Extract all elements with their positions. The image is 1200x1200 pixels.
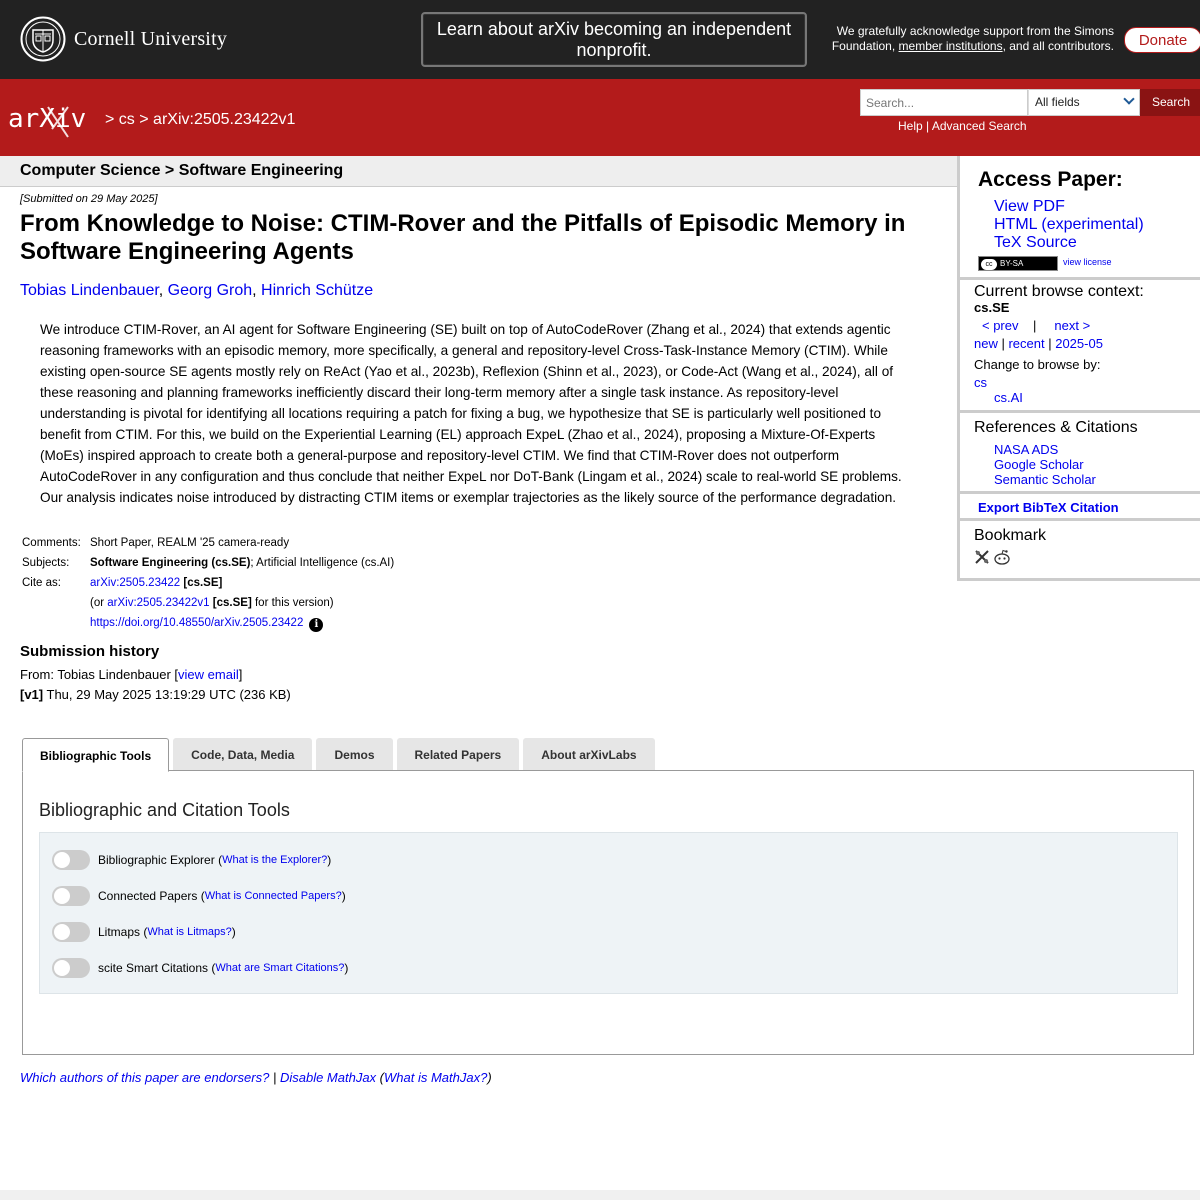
access-paper-section: [960, 156, 1200, 280]
tool-row-scite: scite Smart Citations ( What are Smart Citations? ): [52, 958, 348, 978]
nasa-ads-link[interactable]: NASA ADS: [994, 442, 1059, 457]
tool-row-explorer: Bibliographic Explorer ( What is the Explorer? ): [52, 850, 331, 870]
primary-subject: Software Engineering (cs.SE): [90, 557, 251, 569]
tab-related-papers[interactable]: Related Papers: [397, 738, 520, 770]
search-input[interactable]: [860, 89, 1028, 116]
help-divider: |: [926, 119, 930, 133]
version-tag: [cs.SE]: [212, 597, 252, 609]
submission-history-heading: Submission history: [20, 643, 160, 660]
bibtex-section: [960, 494, 1200, 521]
acknowledgement: [814, 24, 1114, 54]
info-icon[interactable]: i: [309, 618, 323, 632]
cornell-topbar: [0, 0, 1200, 79]
browse-context-value: cs.SE: [974, 300, 1010, 315]
tools-list: [39, 832, 1178, 994]
recent-link[interactable]: recent: [1008, 336, 1045, 351]
tool-help-link[interactable]: What is Litmaps?: [147, 926, 232, 938]
toggle-knob: [54, 888, 70, 904]
toggle-knob: [54, 960, 70, 976]
license-badge-text: BY-SA: [1000, 259, 1024, 268]
submission-from: [20, 667, 242, 682]
subject-heading: Computer Science > Software Engineering: [20, 162, 344, 179]
bookmark-icons: [974, 549, 1011, 565]
tool-label: Connected Papers: [98, 889, 198, 903]
version-date: Thu, 29 May 2025 13:19:29 UTC (236 KB): [46, 687, 291, 702]
tab-code-data-media[interactable]: Code, Data, Media: [173, 738, 312, 770]
nav-divider: |: [1032, 318, 1037, 333]
references-heading: References & Citations: [974, 419, 1138, 436]
version-1-entry: [20, 687, 291, 702]
abstract: We introduce CTIM-Rover, an AI agent for Software Engineering (SE) built on top of AutoCodeRover (Zhang et al., 2024) that extends agentic reasoning frameworks with an episodic memory, more specifically, a general and repository-level Cross-Task-Instance Memory (CTIM). While existing open-source SE agents mostly rely on ReAct (Yao et al., 2023b), Reflexion (Shinn et al., 2023), or Code-Act (Wang et al., 2024), all of these reasoning and planning frameworks inefficiently discard their long-term memory after a single task instance. As repository-level understanding is pivotal for identifying all locations requiring a patch for fixing a bug, we hypothesize that SE is particularly well positioned to benefit from CTIM. For this, we build on the Experiential Learning (EL) approach ExpeL (Zhao et al., 2024), proposing a Mixture-Of-Experts (MoEs) inspired approach to create both a general-purpose and repository-level CTIM. We find that CTIM-Rover does not outperform AutoCodeRover in any configuration and thus conclude that neither ExpeL nor DoT-Bank (Lingam et al., 2024) scale to real-world SE problems. Our analysis indicates noise introduced by distracting CTIM items or exemplar trajectories as the likely source of the performance degradation.: [40, 322, 902, 505]
toggle-knob: [54, 924, 70, 940]
reddit-icon[interactable]: [993, 549, 1011, 565]
browse-csai-link[interactable]: cs.AI: [994, 390, 1023, 405]
cite-tag: [cs.SE]: [183, 577, 223, 589]
comments-value: Short Paper, REALM '25 camera-ready: [90, 537, 290, 549]
help-link[interactable]: Help: [898, 119, 923, 133]
author-link[interactable]: Georg Groh: [167, 282, 253, 299]
arxiv-logo-text: arXiv: [8, 104, 87, 134]
version-label: [v1]: [20, 687, 44, 702]
search-help-links: [898, 119, 1027, 133]
browse-context-heading: Current browse context:: [974, 283, 1144, 300]
search-button[interactable]: Search: [1140, 89, 1200, 116]
from-close: ]: [238, 667, 243, 682]
tex-source-link[interactable]: TeX Source: [994, 234, 1077, 251]
cornell-seal-icon: [20, 16, 66, 62]
paper-title: From Knowledge to Noise: CTIM-Rover and the Pitfalls of Episodic Memory in Software Engineering Agents: [20, 210, 906, 265]
bookmark-section: [960, 521, 1200, 581]
chevron-down-icon: [1123, 93, 1134, 104]
page-bottom-strip: [0, 1190, 1200, 1200]
sidebar: [957, 156, 1200, 581]
view-email-link[interactable]: view email: [178, 667, 239, 682]
submission-date: [Submitted on 29 May 2025]: [20, 193, 158, 205]
version-pre: (or: [90, 597, 105, 609]
institution-name: Cornell University: [74, 27, 228, 50]
tab-about-arxivlabs[interactable]: About arXivLabs: [523, 738, 654, 770]
view-pdf-link[interactable]: View PDF: [994, 198, 1065, 215]
explorer-toggle[interactable]: [52, 850, 90, 870]
toggle-knob: [54, 852, 70, 868]
from-text: From: Tobias Lindenbauer [: [20, 667, 179, 682]
litmaps-toggle[interactable]: [52, 922, 90, 942]
author-link[interactable]: Tobias Lindenbauer: [20, 282, 159, 299]
labs-tabs: [22, 738, 659, 771]
version-id-link[interactable]: arXiv:2505.23422v1: [107, 597, 210, 609]
ack-line2-post: , and all contributors.: [1002, 39, 1114, 53]
ack-line1: We gratefully acknowledge support from the Simons: [836, 24, 1114, 38]
tab-demos[interactable]: Demos: [316, 738, 392, 770]
subjects-label: Subjects:: [22, 557, 70, 569]
ack-line2-pre: Foundation,: [831, 39, 896, 53]
metadata-table: [22, 533, 394, 633]
search-field-value: All fields: [1035, 95, 1080, 109]
comments-label: Comments:: [22, 537, 81, 549]
bibsonomy-icon[interactable]: [974, 549, 990, 565]
what-is-mathjax-link[interactable]: What is MathJax?: [384, 1070, 488, 1085]
advanced-search-link[interactable]: Advanced Search: [931, 119, 1027, 133]
breadcrumb-sep: >: [139, 111, 149, 128]
tool-help-link[interactable]: What are Smart Citations?: [215, 962, 345, 974]
cornell-logo[interactable]: [20, 16, 227, 62]
browse-context-section: [960, 280, 1200, 413]
browse-cs-link[interactable]: cs: [974, 375, 987, 390]
export-bibtex-link[interactable]: Export BibTeX Citation: [978, 500, 1119, 515]
subject-bar: [0, 156, 957, 187]
endorsers-link[interactable]: Which authors of this paper are endorsers?: [20, 1070, 270, 1085]
access-paper-heading: Access Paper:: [978, 168, 1123, 191]
tools-heading: Bibliographic and Citation Tools: [39, 800, 290, 820]
tool-row-connected-papers: Connected Papers ( What is Connected Papers? ): [52, 886, 346, 906]
prev-link[interactable]: < prev: [982, 318, 1019, 333]
new-link[interactable]: new: [974, 336, 998, 351]
search-form: [860, 89, 1200, 116]
creative-commons-icon: cc: [981, 259, 997, 270]
tab-panel: [22, 770, 1194, 1055]
cite-as-label: Cite as:: [22, 577, 61, 589]
tool-help-link[interactable]: What is the Explorer?: [222, 854, 328, 866]
connected-papers-toggle[interactable]: [52, 886, 90, 906]
footer-links: Which authors of this paper are endorsers? | Disable MathJax (What is MathJax?): [20, 1070, 492, 1085]
tool-label: scite Smart Citations: [98, 961, 209, 975]
cc-license-badge[interactable]: [978, 256, 1058, 271]
donate-button[interactable]: Donate: [1124, 27, 1200, 53]
references-section: [960, 413, 1200, 494]
nonprofit-banner[interactable]: Learn about arXiv becoming an independent nonprofit.: [421, 12, 807, 67]
month-link[interactable]: 2025-05: [1055, 336, 1103, 351]
footer-divider: |: [272, 1070, 277, 1085]
author-link[interactable]: Hinrich Schütze: [261, 282, 374, 299]
doi-link[interactable]: https://doi.org/10.48550/arXiv.2505.23422: [90, 617, 304, 629]
scite-toggle[interactable]: [52, 958, 90, 978]
tool-row-litmaps: Litmaps ( What is Litmaps? ): [52, 922, 236, 942]
next-link[interactable]: next >: [1054, 318, 1091, 333]
google-scholar-link[interactable]: Google Scholar: [994, 457, 1084, 472]
prev-next-nav: [982, 318, 1090, 333]
tool-label: Litmaps: [98, 925, 141, 939]
disable-mathjax-link[interactable]: Disable MathJax: [279, 1070, 377, 1085]
breadcrumb: [105, 111, 295, 129]
version-post: for this version): [254, 597, 334, 609]
search-field-select[interactable]: [1028, 89, 1140, 116]
arxiv-header: [0, 79, 1200, 156]
breadcrumb-cs[interactable]: cs: [118, 111, 135, 128]
semantic-scholar-link[interactable]: Semantic Scholar: [994, 472, 1096, 487]
tab-bibliographic-tools[interactable]: Bibliographic Tools: [22, 738, 169, 772]
change-browse-label: Change to browse by:: [974, 357, 1101, 372]
html-experimental-link[interactable]: HTML (experimental): [994, 216, 1144, 233]
listing-links: new | recent | 2025-05: [974, 336, 1103, 351]
arxiv-logo[interactable]: [8, 99, 102, 139]
breadcrumb-sep: >: [105, 111, 115, 128]
author-list: Tobias Lindenbauer, Georg Groh, Hinrich Schütze: [20, 282, 374, 299]
bookmark-heading: Bookmark: [974, 527, 1047, 544]
view-license-link[interactable]: view license: [1063, 257, 1112, 267]
member-institutions-link[interactable]: member institutions: [898, 39, 1003, 53]
breadcrumb-paper-id: arXiv:2505.23422v1: [153, 111, 296, 128]
tool-help-link[interactable]: What is Connected Papers?: [204, 890, 342, 902]
tool-label: Bibliographic Explorer: [98, 853, 215, 867]
cite-id-link[interactable]: arXiv:2505.23422: [90, 577, 181, 589]
other-subjects: ; Artificial Intelligence (cs.AI): [250, 557, 395, 569]
